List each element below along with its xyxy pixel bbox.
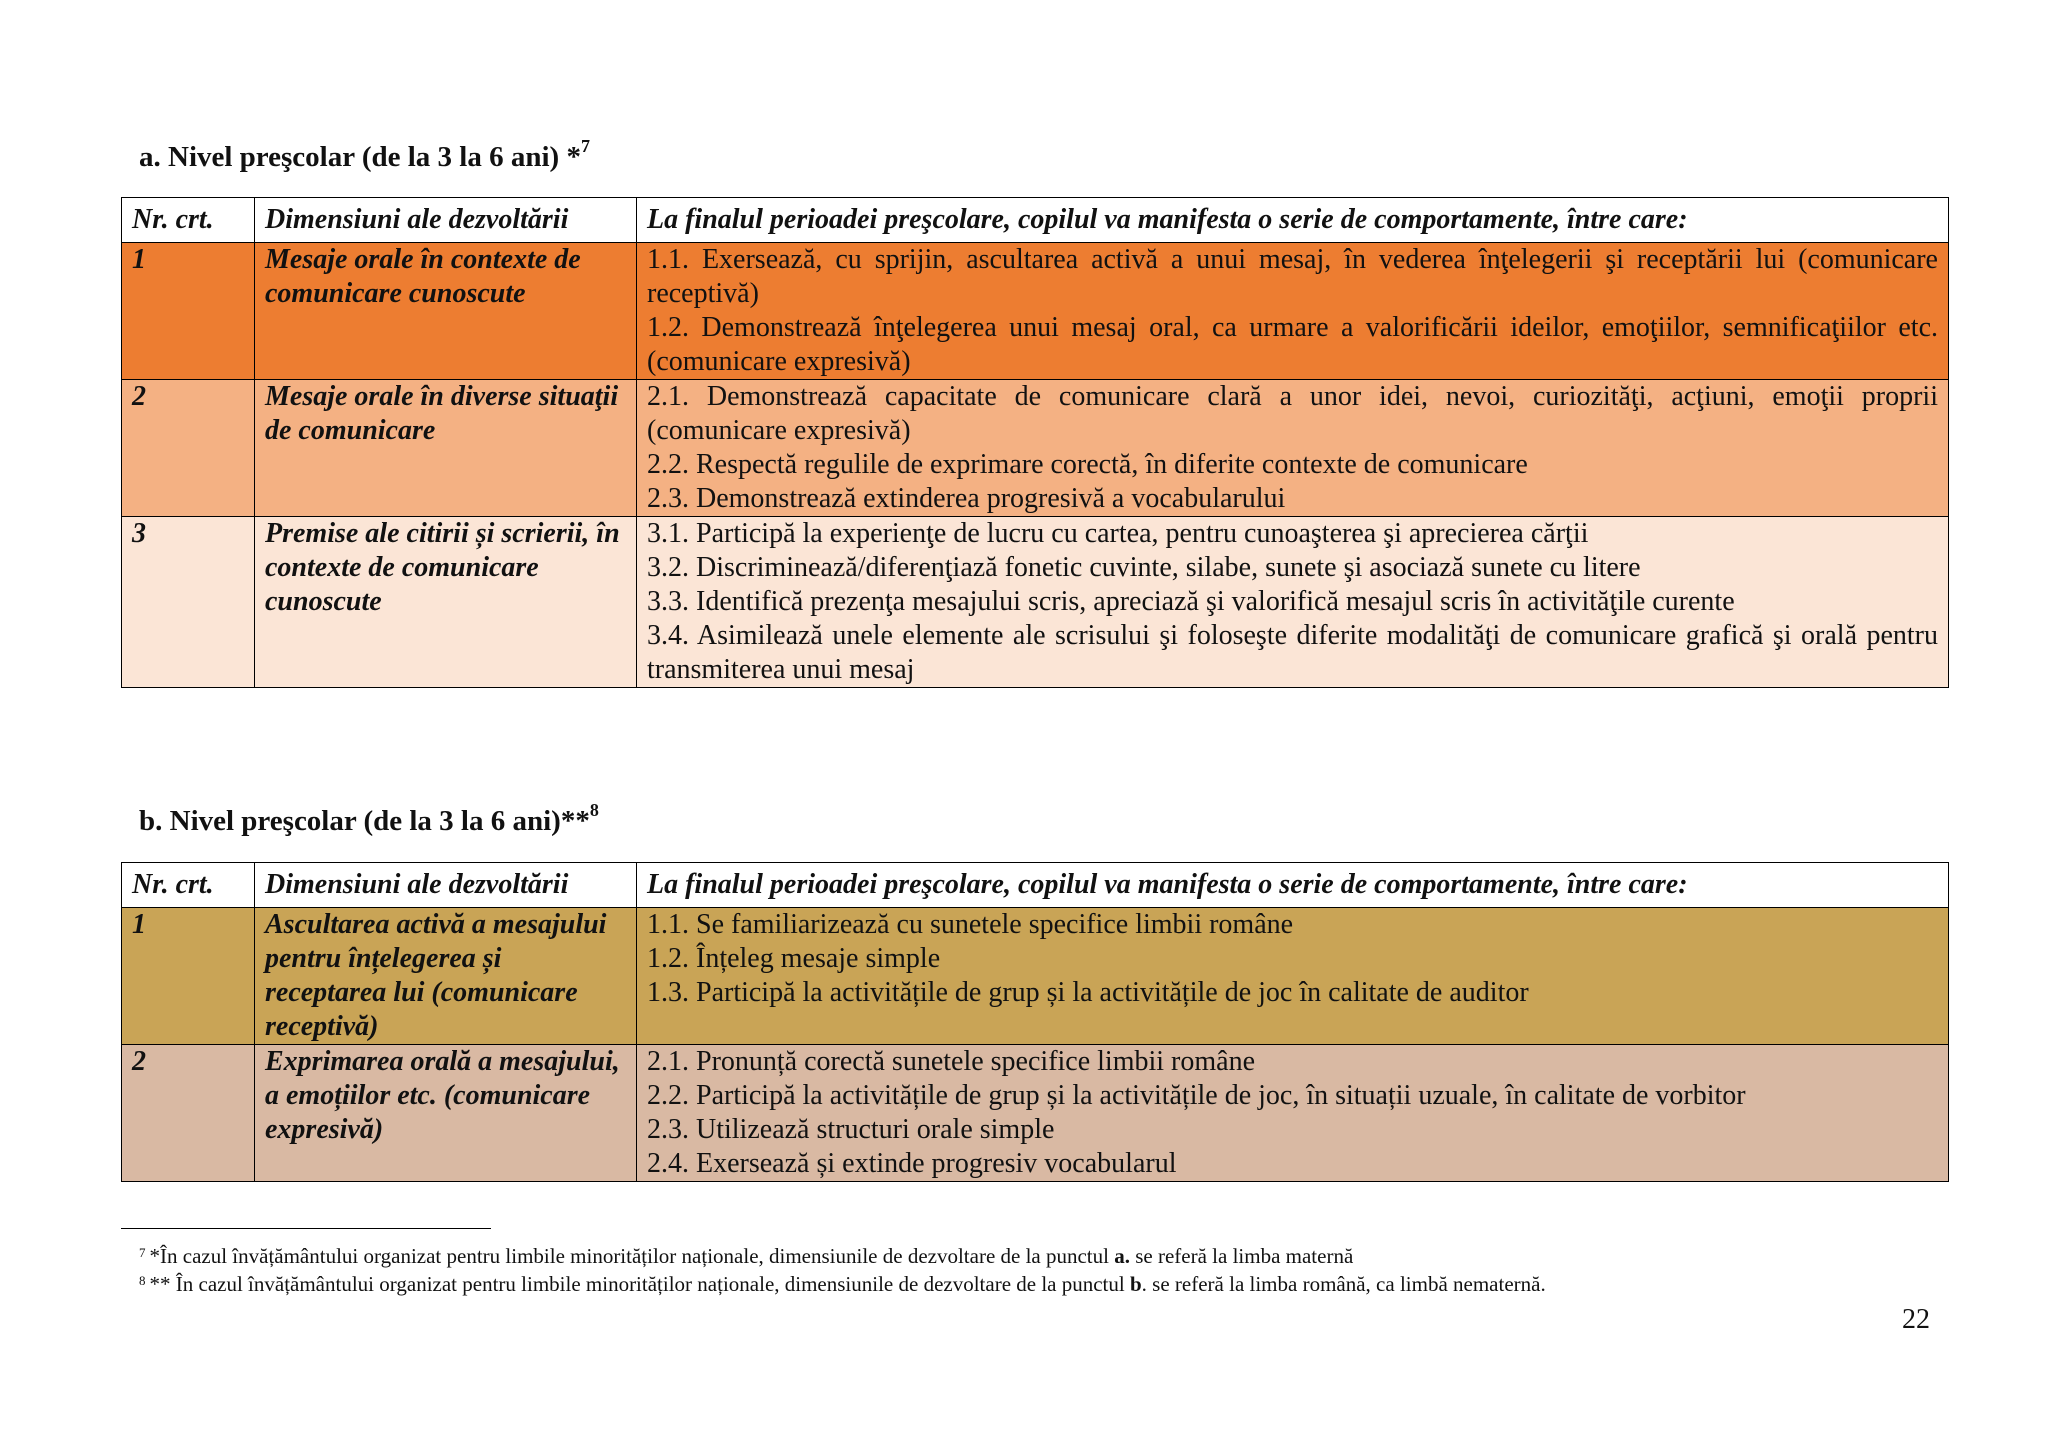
row-dimension: Ascultarea activă a mesajului pentru înțelegerea și receptarea lui (comunicare receptivă)	[255, 908, 637, 1045]
section-b-title: b. Nivel preşcolar (de la 3 la 6 ani)**$^8$	[139, 800, 599, 837]
footnote-ref-8: 8	[589, 800, 599, 820]
table-a	[121, 197, 1949, 688]
behavior-item: 1.2. Demonstrează înţelegerea unui mesaj oral, ca urmare a valorificării ideilor, emoţiilor, semnificaţiilor etc. (comunicare expresivă)	[647, 312, 1938, 377]
table-header-row	[122, 863, 1949, 908]
behavior-item: 1.1. Exersează, cu sprijin, ascultarea activă a unui mesaj, în vederea înţelegerii şi receptării lui (comunicare receptivă)	[647, 244, 1938, 309]
footnote-separator	[121, 1228, 491, 1229]
table-row	[122, 517, 1949, 688]
header-nr: Nr. crt.	[122, 198, 255, 243]
row-behaviors	[637, 380, 1949, 517]
row-number: 3	[122, 517, 255, 688]
behavior-item: 1.3. Participă la activitățile de grup și la activitățile de joc în calitate de auditor	[647, 977, 1529, 1008]
behavior-item: 2.3. Demonstrează extinderea progresivă a vocabularului	[647, 483, 1286, 514]
page-number: 22	[1902, 1304, 1930, 1335]
behavior-item: 2.2. Participă la activitățile de grup și la activitățile de joc, în situații uzuale, în calitate de vorbitor	[647, 1080, 1746, 1111]
row-behaviors	[637, 517, 1949, 688]
table-row	[122, 380, 1949, 517]
footnote-7: $^7$ *În cazul învățământului organizat pentru limbile minorităților naționale, dimensiunile de dezvoltare de la punctul a. se referă la limba maternă	[139, 1244, 1354, 1268]
header-dimension: Dimensiuni ale dezvoltării	[255, 198, 637, 243]
header-dimension: Dimensiuni ale dezvoltării	[255, 863, 637, 908]
footnote-ref-7: 7	[580, 136, 590, 156]
row-dimension: Premise ale citirii și scrierii, în contexte de comunicare cunoscute	[255, 517, 637, 688]
row-behaviors	[637, 1045, 1949, 1182]
behavior-item: 3.1. Participă la experienţe de lucru cu cartea, pentru cunoaşterea şi aprecierea cărţii	[647, 518, 1589, 549]
behavior-item: 3.2. Discriminează/diferenţiază fonetic cuvinte, silabe, sunete şi asociază sunete cu litere	[647, 552, 1641, 583]
row-number: 1	[122, 908, 255, 1045]
behavior-item: 1.2. Înțeleg mesaje simple	[647, 943, 941, 974]
header-nr: Nr. crt.	[122, 863, 255, 908]
behavior-item: 2.1. Demonstrează capacitate de comunicare clară a unor idei, nevoi, curiozităţi, acţiuni, emoţii proprii (comunicare expresivă)	[647, 381, 1938, 446]
section-a-title: a. Nivel preşcolar (de la 3 la 6 ani) *$^7$	[139, 136, 590, 173]
footnote-8: $^8$ ** În cazul învățământului organizat pentru limbile minorităților naționale, dimensiunile de dezvoltare de la punctul b. se referă la limba română, ca limbă nematernă.	[139, 1272, 1546, 1296]
table-b	[121, 862, 1949, 1182]
table-header-row	[122, 198, 1949, 243]
behavior-item: 3.3. Identifică prezenţa mesajului scris, apreciază şi valorifică mesajul scris în activităţile curente	[647, 586, 1735, 617]
row-number: 2	[122, 1045, 255, 1182]
table-row	[122, 908, 1949, 1045]
row-dimension: Mesaje orale în diverse situaţii de comunicare	[255, 380, 637, 517]
row-number: 1	[122, 243, 255, 380]
header-behaviors: La finalul perioadei preşcolare, copilul va manifesta o serie de comportamente, între care:	[637, 198, 1949, 243]
behavior-item: 2.4. Exersează și extinde progresiv vocabularul	[647, 1148, 1177, 1179]
behavior-item: 2.2. Respectă regulile de exprimare corectă, în diferite contexte de comunicare	[647, 449, 1528, 480]
table-row	[122, 1045, 1949, 1182]
behavior-item: 1.1. Se familiarizează cu sunetele specifice limbii române	[647, 909, 1294, 940]
table-row	[122, 243, 1949, 380]
behavior-item: 3.4. Asimilează unele elemente ale scrisului şi foloseşte diferite modalităţi de comunicare grafică şi orală pentru transmiterea unui mesaj	[647, 620, 1938, 685]
row-dimension: Exprimarea orală a mesajului, a emoțiilor etc. (comunicare expresivă)	[255, 1045, 637, 1182]
behavior-item: 2.1. Pronunță corectă sunetele specifice limbii române	[647, 1046, 1256, 1077]
header-behaviors: La finalul perioadei preşcolare, copilul va manifesta o serie de comportamente, între care:	[637, 863, 1949, 908]
row-dimension: Mesaje orale în contexte de comunicare cunoscute	[255, 243, 637, 380]
row-behaviors	[637, 243, 1949, 380]
behavior-item: 2.3. Utilizează structuri orale simple	[647, 1114, 1055, 1145]
row-behaviors	[637, 908, 1949, 1045]
row-number: 2	[122, 380, 255, 517]
